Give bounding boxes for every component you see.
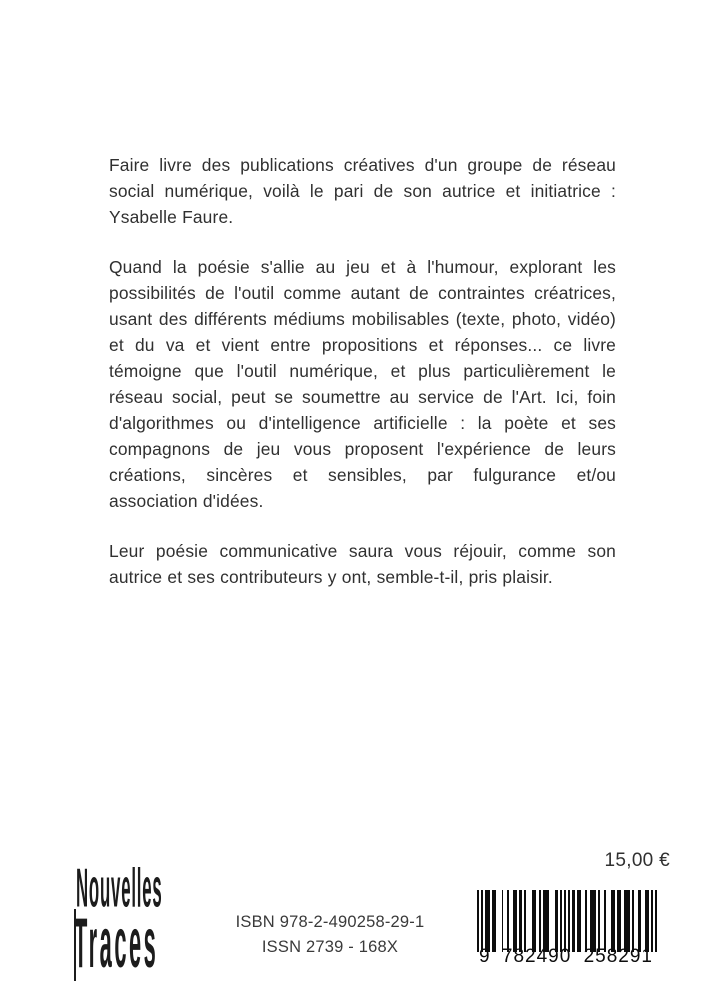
back-cover-blurb [109, 152, 616, 590]
publisher-logo [74, 857, 192, 984]
barcode-digits [477, 946, 657, 968]
publisher-logo-line-2: Traces [74, 904, 159, 984]
barcode-bars [477, 890, 657, 952]
barcode-digit-group-c: 258291 [583, 946, 653, 967]
back-cover-footer [0, 840, 710, 1004]
price-label: 15,00 € [604, 850, 670, 871]
blurb-paragraph-1: Faire livre des publications créatives d'un groupe de réseau social numérique, voilà le pari de son autrice et initiatrice : Ysabelle Faure. [109, 155, 616, 227]
barcode-digit-group-b: 782490 [501, 946, 572, 967]
publisher-logo-line-1: Nouvelles [76, 857, 163, 919]
blurb-paragraph-2: Quand la poésie s'allie au jeu et à l'humour, explorant les possibilités de l'outil comme autant de contraintes créatrices, usant des différents médiums mobilisables (texte, photo, vidéo) et du va et vient entre propositions et réponses... ce livre témoigne que l'outil numérique, et plus particulièrement le réseau social, peut se soumettre au service de l'Art. Ici, foin d'algorithmes ou d'intelligence artificielle : la poète et ses compagnons de jeu vous proposent l'expérience de leurs créations, sincères et sensibles, par fulgurance et/ou association d'idées. [109, 257, 616, 511]
blurb-paragraph-3: Leur poésie communicative saura vous réjouir, comme son autrice et ses contributeurs y ont, semble-t-il, pris plaisir. [109, 541, 616, 587]
identifier-block [185, 910, 475, 960]
barcode-digit-group-a: 9 [479, 946, 490, 967]
issn-text: ISSN 2739 - 168X [261, 938, 399, 956]
isbn-text: ISBN 978-2-490258-29-1 [235, 913, 425, 931]
ean13-barcode [477, 890, 657, 968]
